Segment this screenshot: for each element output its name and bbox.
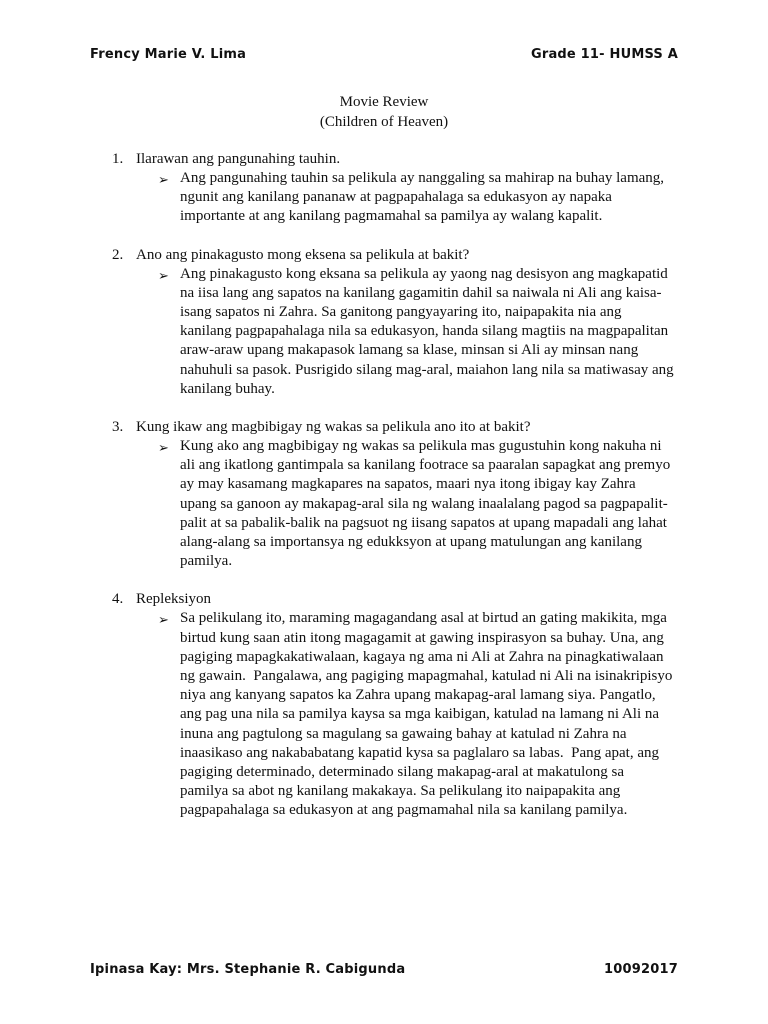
answer-line: pagpapahalaga sa edukasyon at ang pagmamahal nila sa kanilang pamilya. [180, 802, 628, 819]
question-block [112, 590, 680, 820]
question-block [112, 150, 680, 246]
answer-text [180, 169, 680, 227]
question-number: 1. [112, 151, 124, 167]
answer-line: pamilya sa abot ng kanilang makakaya. Sa pelikulang ito naipapakita ang [180, 783, 621, 800]
answer-text [180, 437, 680, 571]
grade-section: Grade 11- HUMSS A [530, 47, 678, 62]
answer-line: araw-araw upang makapasok lamang sa klase, minsan si Ali ay minsan nang [180, 342, 639, 359]
answer-line: kanilang pagpapahalaga nila sa edukasyon, handa silang magtiis na magpapalitan [180, 323, 669, 340]
question-number: 4. [112, 591, 124, 608]
answer-item [158, 609, 680, 820]
answer-text [180, 265, 680, 399]
questions-list [112, 150, 680, 821]
answer-line: ali ang ikatlong gantimpala sa kanilang footrace sa paaralan sapagkat ang premyo [180, 457, 671, 474]
answer-line: inaasikaso ang nakababatang kapatid kysa sa paglalaro sa labas. Pang apat, ang [180, 744, 659, 761]
answer-line: ang pag una nila sa pamilya kaysa sa mga kaibigan, katulad na lamang ni Ali na [180, 706, 660, 723]
answer-item [158, 437, 680, 571]
answer-line: Kung ako ang magbibigay ng wakas sa pelikula mas gugustuhin kong nakuha ni [180, 438, 662, 455]
answer-line: ngunit ang kanilang pananaw at pagpapahalaga sa edukasyon ay napaka [180, 189, 612, 206]
question-block [112, 246, 680, 418]
arrow-bullet-icon: ➢ [158, 440, 169, 456]
answer-line: pagiging mapagkakatiwalaan, kagaya ng ama ni Ali at Zahra na pinagkatiwalaan [180, 648, 664, 665]
arrow-bullet-icon: ➢ [158, 612, 169, 628]
question-text: Ano ang pinakagusto mong eksena sa pelikula at bakit? [136, 246, 470, 263]
answer-line: inuna ang pagtulong sa magulang sa gawaing bahay at katulad ni Zahra na [180, 725, 627, 742]
answer-item [158, 169, 680, 227]
answer-line: kanilang buhay. [180, 380, 275, 397]
subtitle-line: (Children of Heaven) [319, 114, 449, 130]
arrow-bullet-icon: ➢ [158, 267, 169, 283]
answer-line: pagiging determinado, determinado silang makapag-aral at makatulong sa [180, 764, 625, 781]
question-number: 3. [112, 419, 124, 436]
question-row [112, 150, 680, 169]
answer-line: niya ang kanyang sapatos ka Zahra upang makapag-aral lamang siya. Pangatlo, [180, 687, 656, 704]
answer-line: isang sapatos ni Zahra. Sa ganitong pangyayaring ito, naipapakita nia ang [180, 304, 622, 321]
answer-line: Sa pelikulang ito, maraming magagandang asal at birtud an gating makikita, mga [180, 610, 667, 627]
title-line: Movie Review [339, 94, 429, 110]
question-row [112, 246, 680, 265]
answer-line: palit at sa pabalik-balik na pagsuot ng iisang sapatos at upang mapadali ang lahat [180, 514, 667, 531]
page-footer [90, 962, 678, 977]
question-text: Ilarawan ang pangunahing tauhin. [136, 151, 341, 167]
answer-text [180, 609, 680, 820]
arrow-bullet-icon: ➢ [158, 172, 169, 187]
question-number: 2. [112, 246, 124, 263]
answer-line: nahuhuli sa pasok. Pusrigido silang mag-aral, maiahon lang nila sa matiwasay ang [180, 361, 674, 378]
answer-line: upang sa ganoon ay makapag-aral sila ng walang inaalalang pagod sa pagpapalit- [180, 495, 668, 512]
answer-line: ay may kasamang magkapares na sapatos, maari nya itong ibigay kay Zahra [180, 476, 636, 493]
answer-line: importante at ang kanilang pagmamahal sa pamilya ay walang kapalit. [180, 208, 603, 225]
question-block [112, 418, 680, 590]
document-title [0, 92, 768, 132]
answer-line: alang-alang sa importansya ng edukksyon at upang matulungan ang kanilang [180, 534, 642, 551]
author-name: Frency Marie V. Lima [90, 47, 247, 62]
answer-line: Ang pangunahing tauhin sa pelikula ay nanggaling sa mahirap na buhay lamang, [180, 170, 665, 186]
submission-date: 10092017 [604, 962, 678, 977]
answer-line: birtud kung saan atin itong magagamit at gawing inspirasyon sa buhay. Una, ang [180, 629, 664, 646]
question-text: Kung ikaw ang magbibigay ng wakas sa pelikula ano ito at bakit? [136, 419, 531, 436]
question-row [112, 590, 680, 609]
answer-line: Ang pinakagusto kong eksana sa pelikula ay yaong nag desisyon ang magkapatid [180, 265, 668, 282]
submitted-to: Ipinasa Kay: Mrs. Stephanie R. Cabigunda [90, 962, 406, 977]
question-text: Repleksiyon [136, 591, 211, 608]
answer-line: pamilya. [180, 553, 233, 570]
question-row [112, 418, 680, 437]
page-header [90, 47, 678, 62]
answer-line: na iisa lang ang sapatos na kanilang gagamitin dahil sa naiwala ni Ali ang kaisa- [180, 284, 662, 301]
answer-line: ng gawain. Pangalawa, ang pagiging mapagmahal, katulad ni Ali na isinakripisyo [180, 668, 673, 685]
answer-item [158, 265, 680, 399]
